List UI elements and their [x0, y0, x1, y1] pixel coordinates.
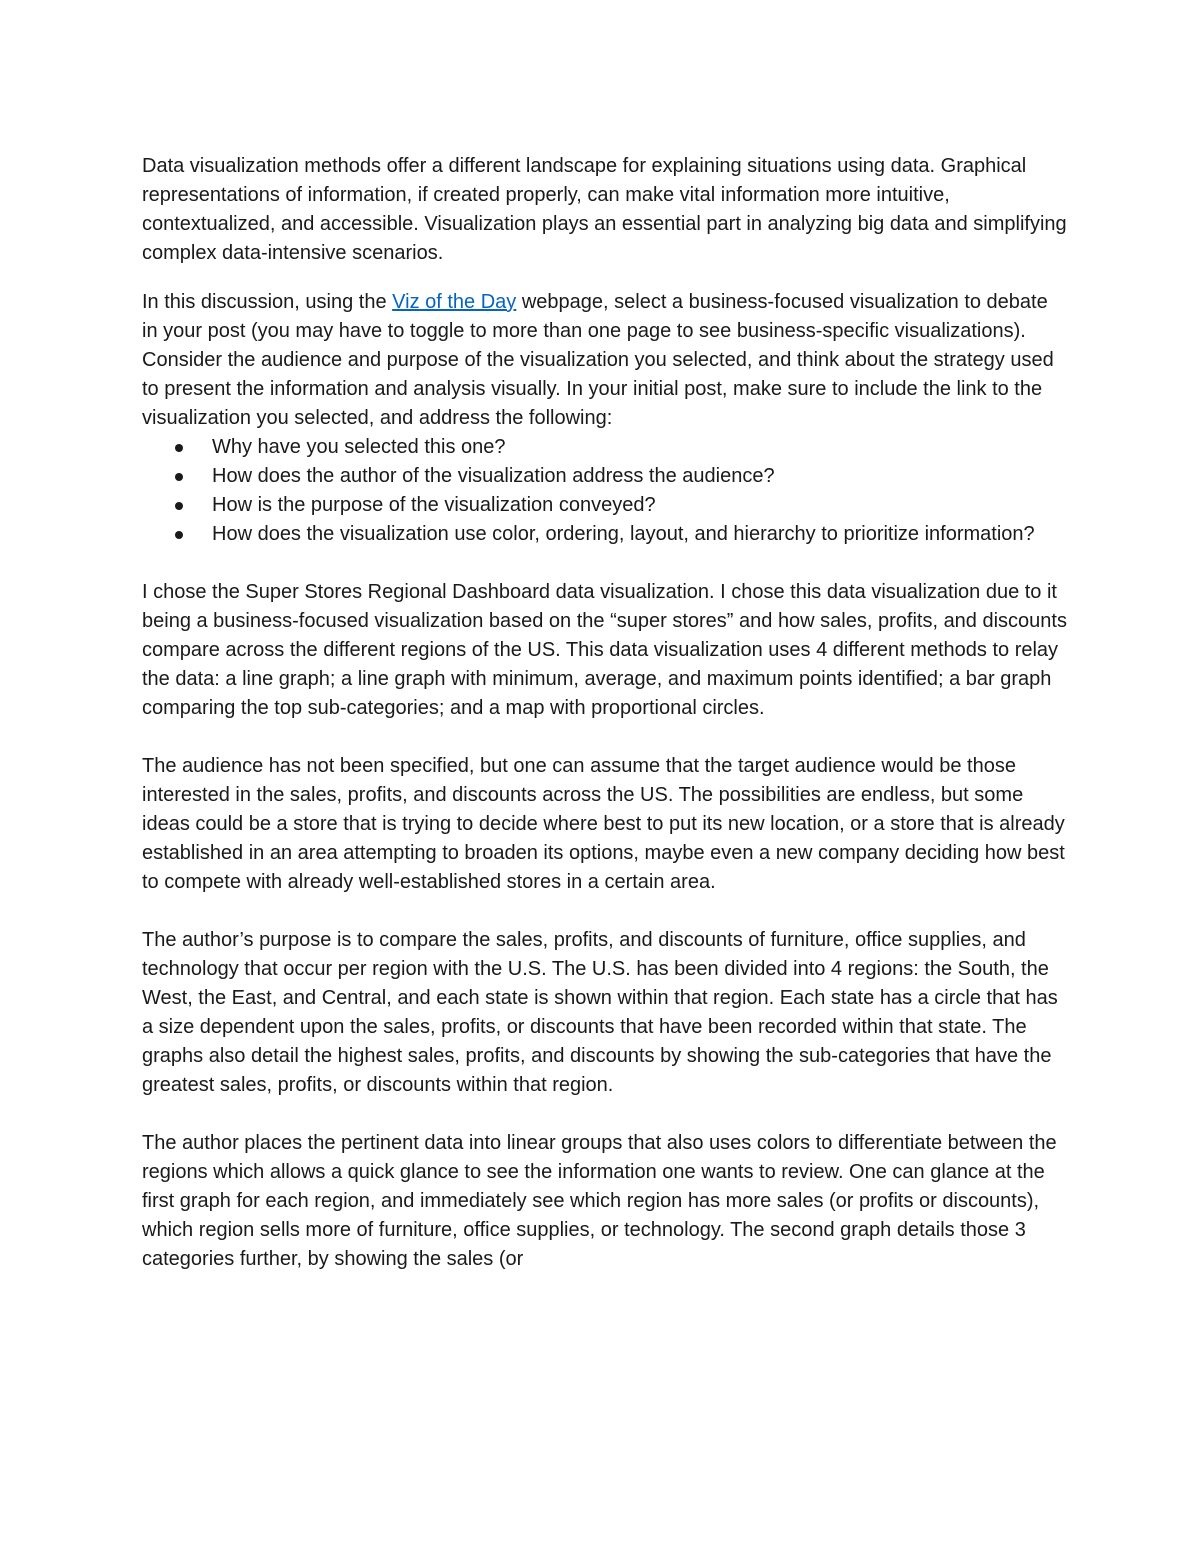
- prompt-text-after-link: webpage, select a business-focused visualization to debate in your post (you may have to toggle to more than one page to see business-specific visualizations). Consider the audience and purpose of the visualization you selected, and think about the strategy used to present the information and analysis visually. In your initial post, make sure to include the link to the visualization you selected, and address the following:: [142, 291, 1054, 429]
- bullet-icon: [175, 444, 183, 452]
- list-item: [142, 433, 1067, 462]
- answer-paragraph-3: The author’s purpose is to compare the sales, profits, and discounts of furniture, office supplies, and technology that occur per region with the U.S. The U.S. has been divided into 4 regions: the South, the West, the East, and Central, and each state is shown within that region. Each state has a circle that has a size dependent upon the sales, profits, or discounts that have been recorded within that state. The graphs also detail the highest sales, profits, and discounts by showing the sub-categories that have the greatest sales, profits, or discounts within that region.: [142, 929, 1058, 1096]
- bullet-text: Why have you selected this one?: [212, 436, 506, 458]
- document-page: [142, 152, 1067, 1274]
- prompt-paragraph: [142, 288, 1067, 433]
- list-item: [142, 520, 1067, 549]
- viz-of-the-day-link[interactable]: Viz of the Day: [392, 291, 517, 313]
- list-item: [142, 491, 1067, 520]
- bullet-icon: [175, 473, 183, 481]
- question-list: [142, 433, 1067, 549]
- bullet-text: How is the purpose of the visualization conveyed?: [212, 494, 656, 516]
- prompt-text-before-link: In this discussion, using the: [142, 291, 393, 313]
- answer-paragraph-4: The author places the pertinent data into linear groups that also uses colors to differentiate between the regions which allows a quick glance to see the information one wants to review. One can glance at the first graph for each region, and immediately see which region has more sales (or profits or discounts), which region sells more of furniture, office supplies, or technology. The second graph details those 3 categories further, by showing the sales (or: [142, 1132, 1057, 1270]
- bullet-icon: [175, 531, 183, 539]
- answer-paragraph-1: I chose the Super Stores Regional Dashboard data visualization. I chose this data visualization due to it being a business-focused visualization based on the “super stores” and how sales, profits, and discounts compare across the different regions of the US. This data visualization uses 4 different methods to relay the data: a line graph; a line graph with minimum, average, and maximum points identified; a bar graph comparing the top sub-categories; and a map with proportional circles.: [142, 581, 1067, 719]
- bullet-text: How does the author of the visualization address the audience?: [212, 465, 775, 487]
- bullet-text: How does the visualization use color, ordering, layout, and hierarchy to prioritize information?: [212, 523, 1035, 545]
- intro-paragraph: Data visualization methods offer a different landscape for explaining situations using data. Graphical representations of information, if created properly, can make vital information more intuitive, contextualized, and accessible. Visualization plays an essential part in analyzing big data and simplifying complex data-intensive scenarios.: [142, 155, 1067, 264]
- list-item: [142, 462, 1067, 491]
- answer-paragraph-2: The audience has not been specified, but one can assume that the target audience would be those interested in the sales, profits, and discounts across the US. The possibilities are endless, but some ideas could be a store that is trying to decide where best to put its new location, or a store that is already established in an area attempting to broaden its options, maybe even a new company deciding how best to compete with already well-established stores in a certain area.: [142, 755, 1065, 893]
- bullet-icon: [175, 502, 183, 510]
